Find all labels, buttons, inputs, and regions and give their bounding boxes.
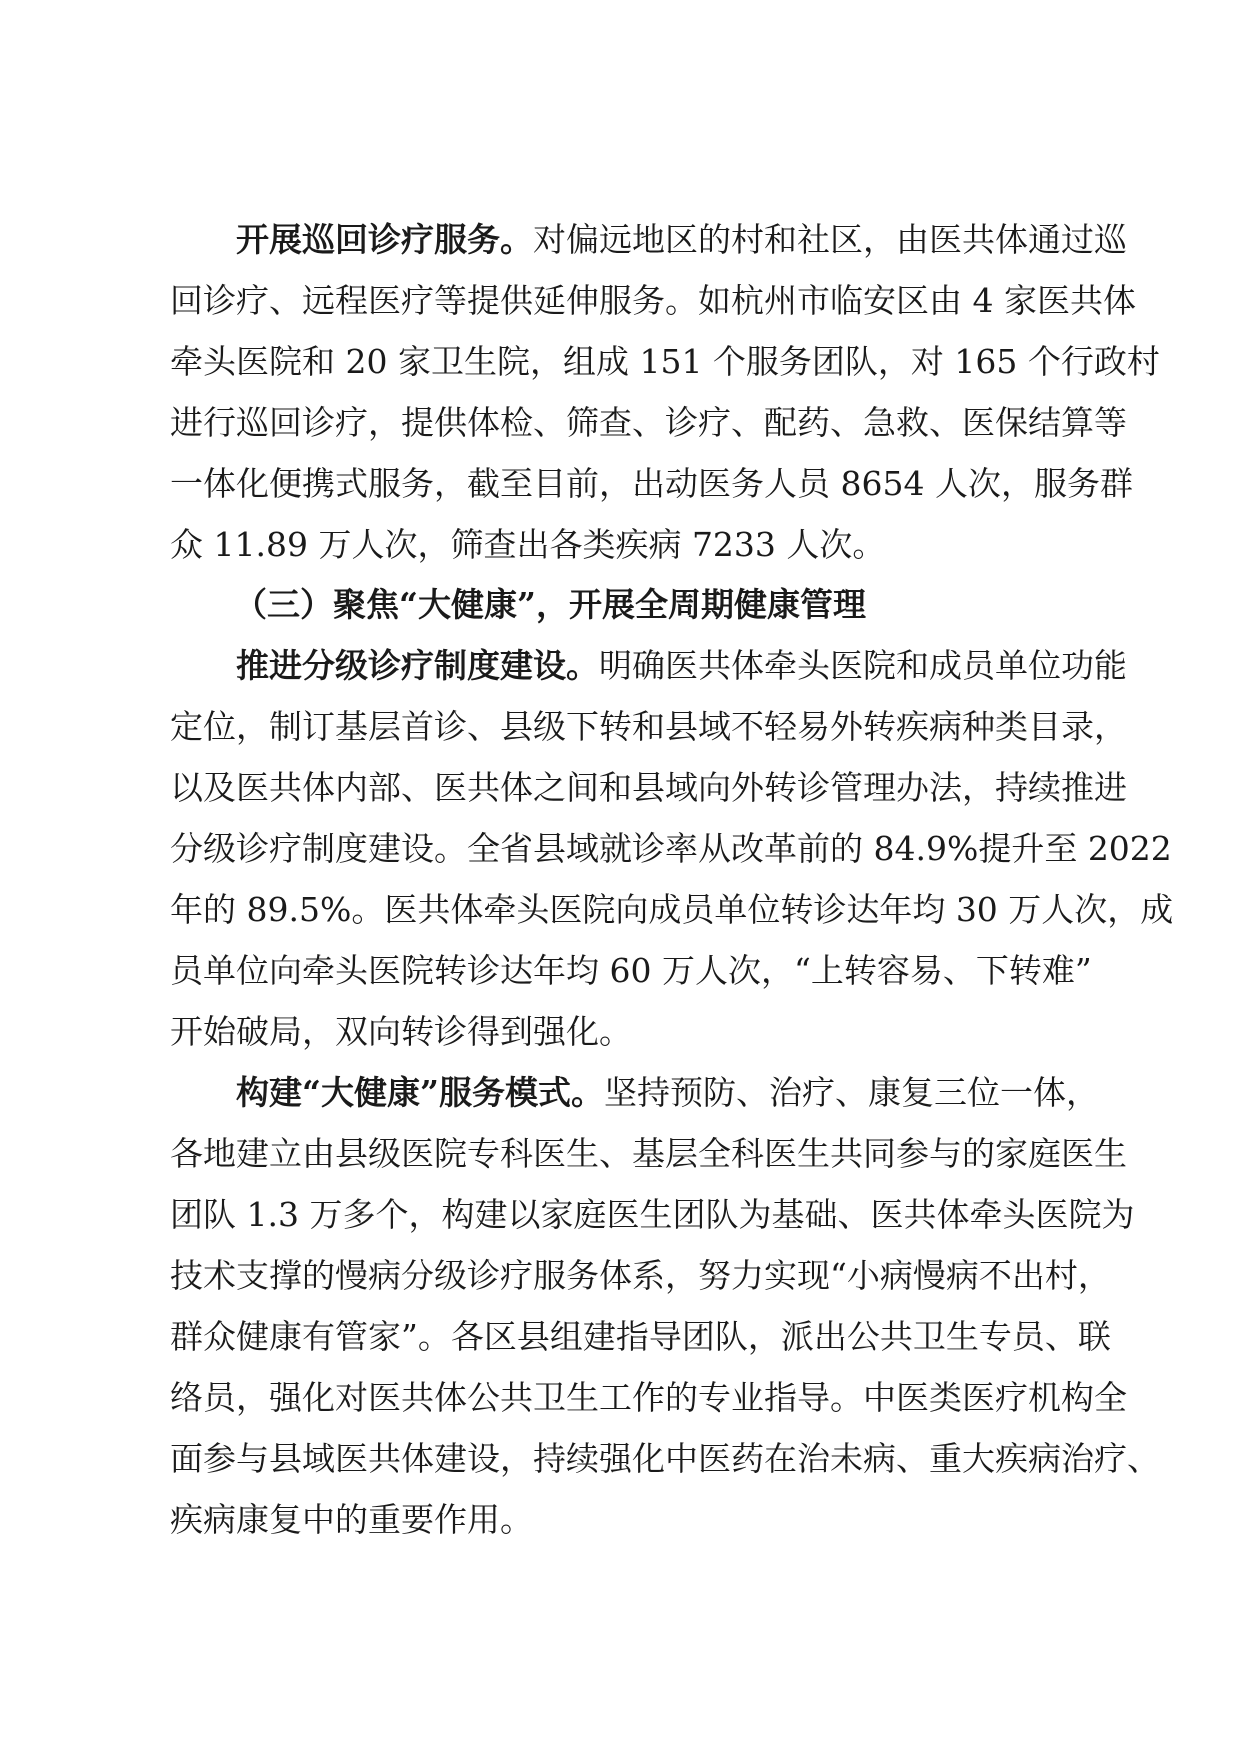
- paragraph-line: 员单位向牵头医院转诊达年均 60 万人次，“上转容易、下转难”: [170, 951, 1092, 990]
- paragraph-text: 坚持预防、治疗、康复三位一体，: [603, 1073, 1099, 1112]
- paragraph-lead: 构建“大健康”服务模式。: [236, 1073, 604, 1112]
- paragraph-line: 进行巡回诊疗，提供体检、筛查、诊疗、配药、急救、医保结算等: [170, 403, 1127, 442]
- paragraph-text: 对偏远地区的村和社区，由医共体通过巡: [533, 220, 1127, 259]
- paragraph-line: 一体化便携式服务，截至目前，出动医务人员 8654 人次，服务群: [170, 464, 1133, 503]
- paragraph-lead: 开展巡回诊疗服务。: [236, 220, 533, 259]
- paragraph-text: 明确医共体牵头医院和成员单位功能: [599, 646, 1127, 685]
- paragraph-line: 定位，制订基层首诊、县级下转和县域不轻易外转疾病种类目录，: [170, 707, 1127, 746]
- paragraph-line: 群众健康有管家”。各区县组建指导团队，派出公共卫生专员、联: [170, 1317, 1111, 1356]
- paragraph-line: [236, 646, 1127, 686]
- paragraph-line: 各地建立由县级医院专科医生、基层全科医生共同参与的家庭医生: [170, 1134, 1127, 1173]
- paragraph-line: 牵头医院和 20 家卫生院，组成 151 个服务团队，对 165 个行政村: [170, 342, 1160, 381]
- paragraph-line: 疾病康复中的重要作用。: [170, 1500, 533, 1539]
- paragraph-line: 众 11.89 万人次，筛查出各类疾病 7233 人次。: [170, 525, 886, 564]
- paragraph-line: 分级诊疗制度建设。全省县域就诊率从改革前的 84.9%提升至 2022: [170, 829, 1172, 868]
- paragraph-line: 回诊疗、远程医疗等提供延伸服务。如杭州市临安区由 4 家医共体: [170, 281, 1136, 320]
- paragraph-lead: 推进分级诊疗制度建设。: [236, 646, 599, 685]
- paragraph-line: 年的 89.5%。医共体牵头医院向成员单位转诊达年均 30 万人次，成: [170, 890, 1174, 929]
- section-heading: （三）聚焦“大健康”，开展全周期健康管理: [234, 585, 866, 624]
- paragraph-line: [236, 220, 1127, 260]
- paragraph-line: 络员，强化对医共体公共卫生工作的专业指导。中医类医疗机构全: [170, 1378, 1127, 1417]
- paragraph-line: 团队 1.3 万多个，构建以家庭医生团队为基础、医共体牵头医院为: [170, 1195, 1135, 1234]
- paragraph-line: 技术支撑的慢病分级诊疗服务体系，努力实现“小病慢病不出村，: [170, 1256, 1111, 1295]
- paragraph-line: [236, 1073, 1099, 1113]
- paragraph-line: 以及医共体内部、医共体之间和县域向外转诊管理办法，持续推进: [170, 768, 1127, 807]
- paragraph-line: 开始破局，双向转诊得到强化。: [170, 1012, 632, 1051]
- paragraph-line: 面参与县域医共体建设，持续强化中医药在治未病、重大疾病治疗、: [170, 1439, 1160, 1478]
